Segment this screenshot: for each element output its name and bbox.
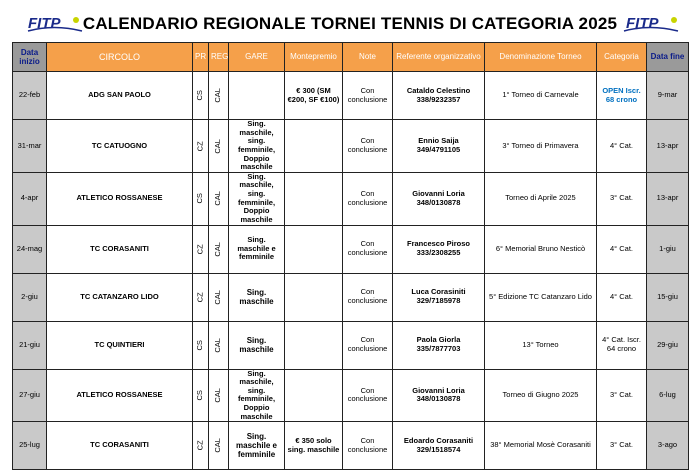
cell-end: 13-apr (647, 172, 689, 225)
cell-start: 22-feb (13, 72, 47, 120)
cell-circolo: TC QUINTIERI (47, 321, 193, 369)
cell-reg: CAL (209, 172, 229, 225)
table-row (13, 225, 689, 273)
cell-pr: CS (193, 72, 209, 120)
cell-gare: Sing. maschile, sing. femminile, Doppio maschile (229, 369, 285, 422)
cell-referente: Edoardo Corasaniti 329/1518574 (393, 422, 485, 470)
cell-referente: Giovanni Loria 348/0130878 (393, 369, 485, 422)
cell-reg: CAL (209, 72, 229, 120)
cell-categoria: 4° Cat. (597, 120, 647, 173)
col-data-inizio: Data inizio (13, 43, 47, 72)
cell-reg: CAL (209, 422, 229, 470)
cell-gare (229, 72, 285, 120)
cell-note: Con conclusione (343, 321, 393, 369)
cell-categoria: 3° Cat. (597, 422, 647, 470)
cell-start: 2-giu (13, 273, 47, 321)
cell-end: 9-mar (647, 72, 689, 120)
logo-right-text: FITP (626, 15, 659, 32)
col-pr: PR (193, 43, 209, 72)
cell-categoria: OPEN Iscr. 68 crono (597, 72, 647, 120)
cell-categoria: 4° Cat. Iscr. 64 crono (597, 321, 647, 369)
cell-end: 1-giu (647, 225, 689, 273)
table-row (13, 369, 689, 422)
cell-circolo: TC CATUOGNO (47, 120, 193, 173)
cell-circolo: ATLETICO ROSSANESE (47, 172, 193, 225)
cell-gare: Sing. maschile (229, 321, 285, 369)
cell-pr: CS (193, 369, 209, 422)
col-montepremio: Montepremio (285, 43, 343, 72)
cell-prize (285, 172, 343, 225)
cell-gare: Sing. maschile, sing. femminile, Doppio maschile (229, 120, 285, 173)
cell-referente: Luca Corasiniti 329/7185978 (393, 273, 485, 321)
cell-note: Con conclusione (343, 422, 393, 470)
table-row (13, 120, 689, 173)
cell-gare: Sing. maschile, sing. femminile, Doppio maschile (229, 172, 285, 225)
table-row (13, 422, 689, 470)
col-circolo: CIRCOLO (47, 43, 193, 72)
cell-referente: Ennio Saija 349/4791105 (393, 120, 485, 173)
col-note: Note (343, 43, 393, 72)
cell-end: 6-lug (647, 369, 689, 422)
cell-reg: CAL (209, 369, 229, 422)
cell-note: Con conclusione (343, 72, 393, 120)
cell-referente: Paola Giorla 335/7877703 (393, 321, 485, 369)
logo-left-text: FITP (28, 15, 61, 32)
cell-torneo: 3° Torneo di Primavera (485, 120, 597, 173)
cell-torneo: 38° Memorial Mosè Corasaniti (485, 422, 597, 470)
cell-referente: Francesco Piroso 333/2308255 (393, 225, 485, 273)
cell-reg: CAL (209, 120, 229, 173)
cell-categoria: 3° Cat. (597, 369, 647, 422)
cell-gare: Sing. maschile (229, 273, 285, 321)
cell-torneo: 13° Torneo (485, 321, 597, 369)
table-row (13, 321, 689, 369)
col-reg: REG (209, 43, 229, 72)
cell-prize (285, 273, 343, 321)
cell-start: 4-apr (13, 172, 47, 225)
cell-start: 31-mar (13, 120, 47, 173)
cell-start: 24-mag (13, 225, 47, 273)
page-title: CALENDARIO REGIONALE TORNEI TENNIS DI CATEGORIA 2025 (82, 14, 618, 33)
cell-reg: CAL (209, 273, 229, 321)
table-row (13, 172, 689, 225)
cell-prize (285, 369, 343, 422)
cell-circolo: TC CORASANITI (47, 225, 193, 273)
col-categoria: Categoria (597, 43, 647, 72)
calendar-table (12, 42, 689, 470)
cell-note: Con conclusione (343, 369, 393, 422)
cell-categoria: 4° Cat. (597, 225, 647, 273)
cell-pr: CZ (193, 273, 209, 321)
cell-categoria: 3° Cat. (597, 172, 647, 225)
cell-reg: CAL (209, 321, 229, 369)
cell-prize (285, 120, 343, 173)
cell-reg: CAL (209, 225, 229, 273)
cell-note: Con conclusione (343, 273, 393, 321)
cell-pr: CZ (193, 422, 209, 470)
cell-pr: CS (193, 321, 209, 369)
cell-end: 3-ago (647, 422, 689, 470)
cell-note: Con conclusione (343, 120, 393, 173)
cell-torneo: Torneo di Giugno 2025 (485, 369, 597, 422)
cell-circolo: TC CATANZARO LIDO (47, 273, 193, 321)
fitp-logo-right (622, 12, 680, 38)
cell-torneo: 6° Memorial Bruno Nesticò (485, 225, 597, 273)
cell-start: 25-lug (13, 422, 47, 470)
cell-end: 15-giu (647, 273, 689, 321)
col-denominazione: Denominazione Torneo (485, 43, 597, 72)
cell-pr: CS (193, 172, 209, 225)
cell-start: 21-giu (13, 321, 47, 369)
cell-prize (285, 321, 343, 369)
cell-pr: CZ (193, 225, 209, 273)
cell-prize (285, 225, 343, 273)
cell-prize: € 300 (SM €200, SF €100) (285, 72, 343, 120)
table-row (13, 273, 689, 321)
table-header-row (13, 43, 689, 72)
cell-torneo: Torneo di Aprile 2025 (485, 172, 597, 225)
col-referente: Referente organizzativo (393, 43, 485, 72)
cell-torneo: 5° Edizione TC Catanzaro Lido (485, 273, 597, 321)
table-row (13, 72, 689, 120)
cell-note: Con conclusione (343, 225, 393, 273)
cell-categoria: 4° Cat. (597, 273, 647, 321)
header (12, 8, 688, 40)
cell-referente: Cataldo Celestino 338/9232357 (393, 72, 485, 120)
cell-end: 29-giu (647, 321, 689, 369)
col-gare: GARE (229, 43, 285, 72)
cell-gare: Sing. maschile e femminile (229, 225, 285, 273)
cell-pr: CZ (193, 120, 209, 173)
cell-circolo: ATLETICO ROSSANESE (47, 369, 193, 422)
cell-start: 27-giu (13, 369, 47, 422)
col-data-fine: Data fine (647, 43, 689, 72)
cell-prize: € 350 solo sing. maschile (285, 422, 343, 470)
cell-note: Con conclusione (343, 172, 393, 225)
cell-gare: Sing. maschile e femminile (229, 422, 285, 470)
cell-circolo: ADG SAN PAOLO (47, 72, 193, 120)
cell-circolo: TC CORASANITI (47, 422, 193, 470)
fitp-logo-right-icon (622, 12, 680, 38)
cell-torneo: 1° Torneo di Carnevale (485, 72, 597, 120)
cell-referente: Giovanni Loria 348/0130878 (393, 172, 485, 225)
cell-end: 13-apr (647, 120, 689, 173)
